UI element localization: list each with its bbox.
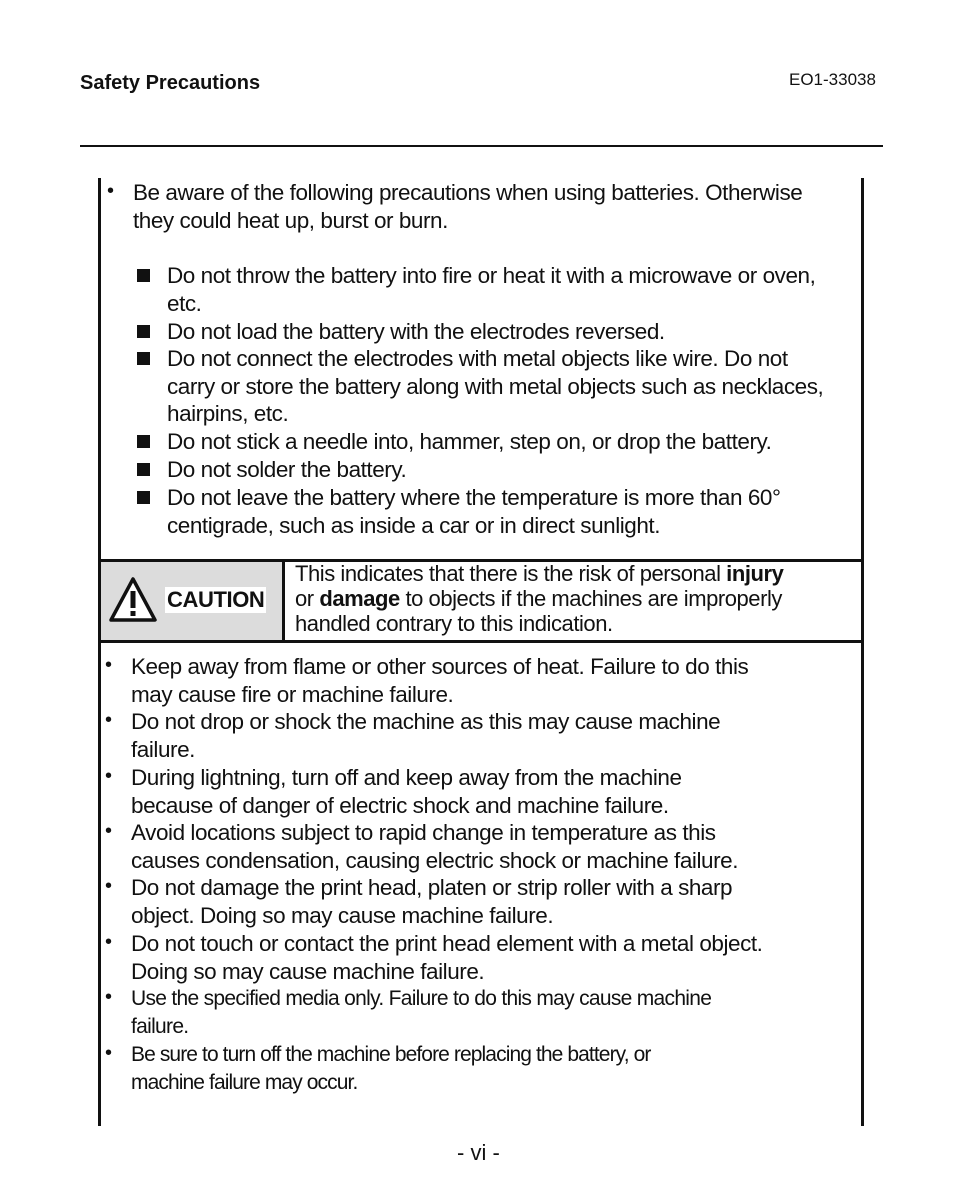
bullet-icon: • [107,180,115,202]
warning-triangle-icon [109,576,157,622]
square-bullet-icon [137,269,150,282]
caution-line: This indicates that there is the risk of personal injury [295,561,784,586]
machine-item-line: may cause fire or machine failure. [131,681,454,707]
battery-item-line: Do not leave the battery where the temperature is more than 60° [167,485,781,510]
document-id: EO1-33038 [789,70,876,89]
machine-item-line: Be sure to turn off the machine before replacing the battery, or [131,1043,651,1066]
battery-item-line: etc. [167,290,202,316]
machine-item-line: Do not drop or shock the machine as this may cause machine [131,709,721,734]
caution-box-bottom-rule [100,640,863,643]
machine-item-line: failure. [131,1014,189,1038]
machine-item-line: because of danger of electric shock and machine failure. [131,792,669,818]
caution-label: CAUTION [167,587,265,612]
battery-intro [133,179,802,234]
machine-item-line: During lightning, turn off and keep away from the machine [131,765,682,790]
battery-item [167,484,781,539]
caution-line: or damage to objects if the machines are improperly [295,586,782,611]
battery-item-line: Do not connect the electrodes with metal objects like wire. Do not [167,346,788,371]
battery-item [167,318,665,346]
machine-item [131,874,732,929]
bullet-icon: • [105,765,113,787]
caution-divider [282,562,285,640]
machine-item-line: Keep away from flame or other sources of heat. Failure to do this [131,654,749,679]
bullet-icon: • [105,820,113,842]
battery-item-line: Do not load the battery with the electrodes reversed. [167,319,665,344]
machine-item [131,930,762,985]
bullet-icon: • [105,654,113,676]
machine-item [131,819,738,874]
battery-intro-line: Be aware of the following precautions when using batteries. Otherwise [133,180,803,205]
caution-emphasis: damage [319,586,400,611]
battery-item [167,456,406,484]
square-bullet-icon [137,463,150,476]
machine-item-line: object. Doing so may cause machine failure. [131,902,554,928]
bullet-icon: • [105,986,113,1008]
bullet-icon: • [105,931,113,953]
machine-item [131,653,748,708]
machine-item-line: failure. [131,736,195,762]
battery-item-line: centigrade, such as inside a car or in direct sunlight. [167,512,661,538]
machine-item-line: causes condensation, causing electric shock or machine failure. [131,847,738,873]
square-bullet-icon [137,325,150,338]
page-number: - vi - [457,1140,500,1165]
header-rule [80,145,883,147]
battery-item-line: Do not throw the battery into fire or heat it with a microwave or oven, [167,263,816,288]
machine-item-line: machine failure may occur. [131,1070,358,1094]
machine-item [131,985,711,1040]
bullet-icon: • [105,1042,113,1064]
bullet-icon: • [105,875,113,897]
machine-item [131,1041,650,1096]
frame-right-rule [861,178,864,1126]
square-bullet-icon [137,352,150,365]
battery-item-line: carry or store the battery along with metal objects such as necklaces, [167,373,824,399]
square-bullet-icon [137,491,150,504]
frame-left-rule [98,178,101,1126]
caution-emphasis: injury [726,561,784,586]
machine-item-line: Do not damage the print head, platen or strip roller with a sharp [131,875,733,900]
bullet-icon: • [105,709,113,731]
machine-item-line: Use the specified media only. Failure to do this may cause machine [131,987,712,1010]
machine-item-line: Avoid locations subject to rapid change in temperature as this [131,820,716,845]
battery-item-line: Do not solder the battery. [167,457,407,482]
square-bullet-icon [137,435,150,448]
caution-line: handled contrary to this indication. [295,611,613,636]
machine-item [131,764,682,819]
battery-item [167,262,815,317]
battery-intro-line: they could heat up, burst or burn. [133,207,448,233]
page-title: Safety Precautions [80,72,261,94]
battery-item-line: hairpins, etc. [167,401,289,427]
machine-item [131,708,720,763]
machine-item-line: Do not touch or contact the print head element with a metal object. [131,931,763,956]
battery-item [167,345,823,428]
caution-description [295,561,783,636]
battery-item-line: Do not stick a needle into, hammer, step on, or drop the battery. [167,429,772,454]
battery-item [167,428,771,456]
machine-item-line: Doing so may cause machine failure. [131,958,485,984]
